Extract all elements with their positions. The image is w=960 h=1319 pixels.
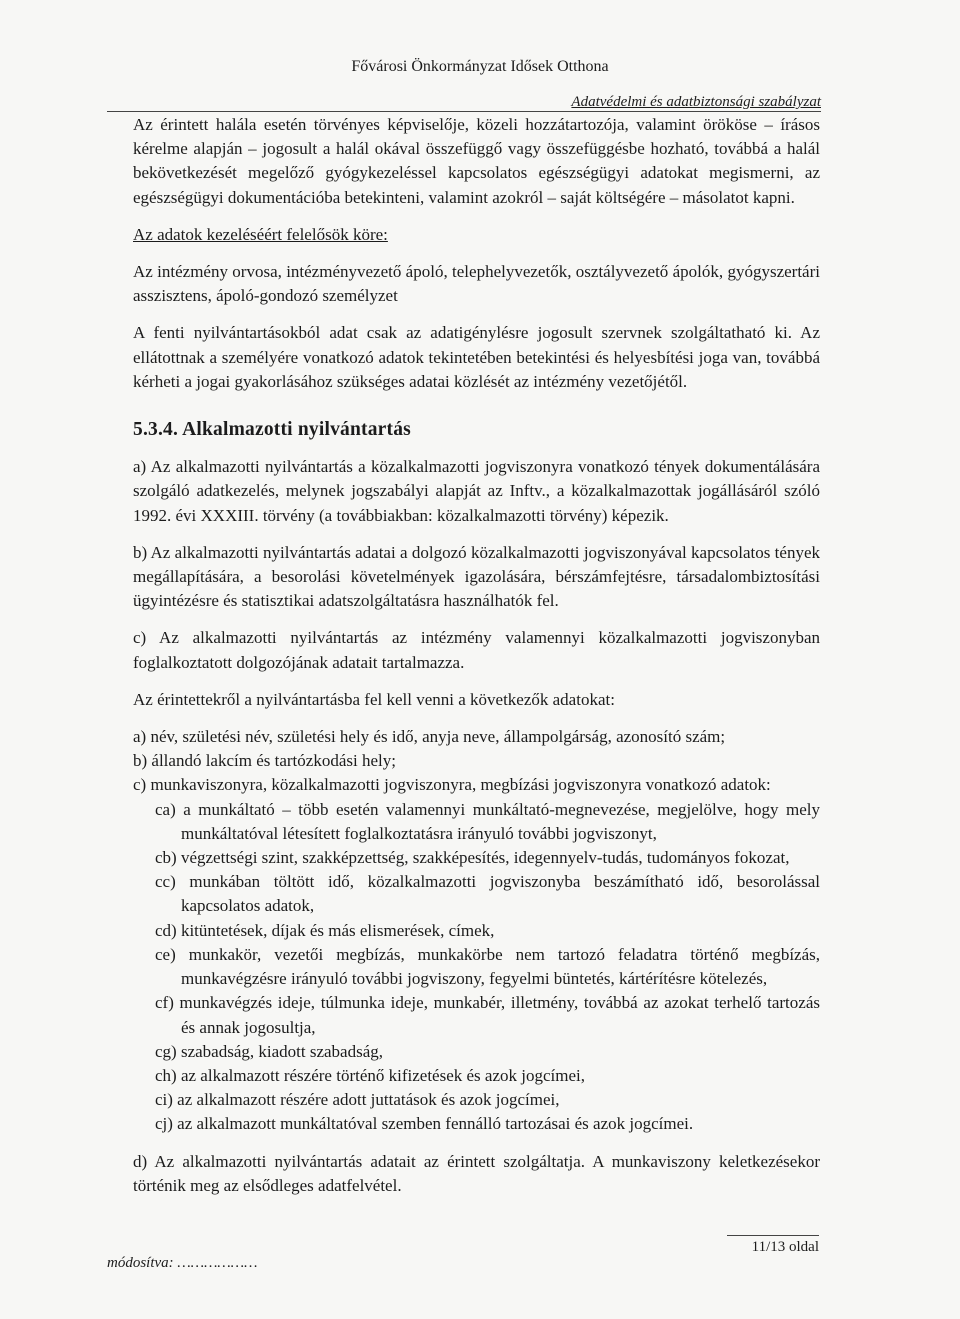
paragraph-heirs: Az érintett halála esetén törvényes képviselője, közeli hozzátartozója, valamint örököse – írásos kérelme alapján – jogosult a halál okával összefüggő vagy összefüggésbe hozható, továbbá a halál bekövetkezését megelőző gyógykezeléssel kapcsolatos egészségügyi adatokat megismerni, az egészségügyi dokumentációba betekinteni, valamint azokról – saját költségére – másolatot kapni.	[133, 115, 820, 207]
list-item: b) állandó lakcím és tartózkodási hely;	[133, 751, 396, 771]
responsible-list: Az intézmény orvosa, intézményvezető ápoló, telephelyvezetők, osztályvezető ápolók, gyógyszertári asszisztens, ápoló-gondozó személyzet	[133, 262, 820, 306]
page-header: Fővárosi Önkormányzat Idősek Otthona	[351, 58, 609, 75]
sub-list-item: ch) az alkalmazott részére történő kifizetések és azok jogcímei,	[155, 1065, 585, 1085]
sub-list-item: ce) munkakör, vezetői megbízás, munkakörbe nem tartozó feladatra történő megbízás, munkavégzésre irányuló további jogviszony, fegyelmi büntetés, kártérítésre kötelezés,	[155, 944, 820, 989]
document-title: Adatvédelmi és adatbiztonsági szabályzat	[571, 94, 821, 110]
sub-list-item: ci) az alkalmazott részére adott juttatások és azok jogcímei,	[155, 1090, 560, 1110]
header-rule	[107, 111, 821, 112]
data-list	[133, 725, 820, 798]
paragraph-c: c) Az alkalmazotti nyilvántartás az intézmény valamennyi közalkalmazotti jogviszonyban foglalkoztatott dolgozójának adatait tartalmazza.	[133, 628, 820, 672]
section-title: 5.3.4. Alkalmazotti nyilvántartás	[133, 419, 411, 441]
list-intro: Az érintettekről a nyilvántartásba fel kell venni a következők adatokat:	[133, 689, 615, 709]
paragraph-b: b) Az alkalmazotti nyilvántartás adatai a dolgozó közalkalmazotti jogviszonyával kapcsolatos tények megállapítására, a besorolási követelmények igazolására, bérszámfejtésre, társadalombiztosítási ügyintézésre és statisztikai adatszolgáltatásra használhatók fel.	[133, 542, 820, 611]
sub-list-item: ca) a munkáltató – több esetén valamennyi munkáltató-megnevezése, megjelölve, hogy mely munkáltatóval létesített foglalkoztatásra irányuló további jogviszonyt,	[155, 799, 820, 843]
sub-list-item: cj) az alkalmazott munkáltatóval szemben fennálló tartozásai és azok jogcímei.	[155, 1114, 694, 1134]
paragraph-a: a) Az alkalmazotti nyilvántartás a közalkalmazotti jogviszonyra vonatkozó tények dokumentálására szolgáló adatkezelés, melynek jogszabályi alapját az Inftv., a közalkalmazottak jogállásáról szóló 1992. évi XXXIII. törvény (a továbbiakban: közalkalmazotti törvény) képezik.	[133, 457, 820, 525]
paragraph-d: d) Az alkalmazotti nyilvántartás adatait az érintett szolgáltatja. A munkaviszony keletkezésekor történik meg az elsődleges adatfelvétel.	[133, 1151, 820, 1195]
modified-note: módosítva: ………………	[107, 1255, 258, 1271]
sub-list-item: cf) munkavégzés ideje, túlmunka ideje, munkabér, illetmény, továbbá az azokat terhelő tartozás és annak jogosultja,	[155, 993, 820, 1037]
sub-list-item: cc) munkában töltött idő, közalkalmazotti jogviszonyba beszámítható idő, besorolással kapcsolatos adatok,	[155, 872, 820, 916]
paragraph-access: A fenti nyilvántartásokból adat csak az adatigénylésre jogosult szervnek szolgáltatható ki. Az ellátottnak a személyére vonatkozó adatok tekintetében betekintési és helyesbítési joga van, továbbá kérheti a jogai gyakorlásához szükséges adatai közlését az intézmény vezetőjétől.	[133, 323, 820, 391]
document-body	[133, 113, 820, 1198]
list-item: c) munkaviszonyra, közalkalmazotti jogviszonyra, megbízási jogviszonyra vonatkozó adatok:	[133, 775, 771, 795]
sub-list-item: cb) végzettségi szint, szakképzettség, szakképesítés, idegennyelv-tudás, tudományos fokozat,	[155, 848, 790, 868]
sub-list	[133, 798, 820, 1137]
sub-list-item: cg) szabadság, kiadott szabadság,	[155, 1041, 383, 1061]
page-number: 11/13 oldal	[727, 1235, 819, 1256]
list-item: a) név, születési név, születési hely és idő, anyja neve, állampolgárság, azonosító szám;	[133, 727, 726, 747]
sub-list-item: cd) kitüntetések, díjak és más elismerések, címek,	[155, 920, 495, 940]
responsible-heading: Az adatok kezeléséért felelősök köre:	[133, 224, 388, 244]
